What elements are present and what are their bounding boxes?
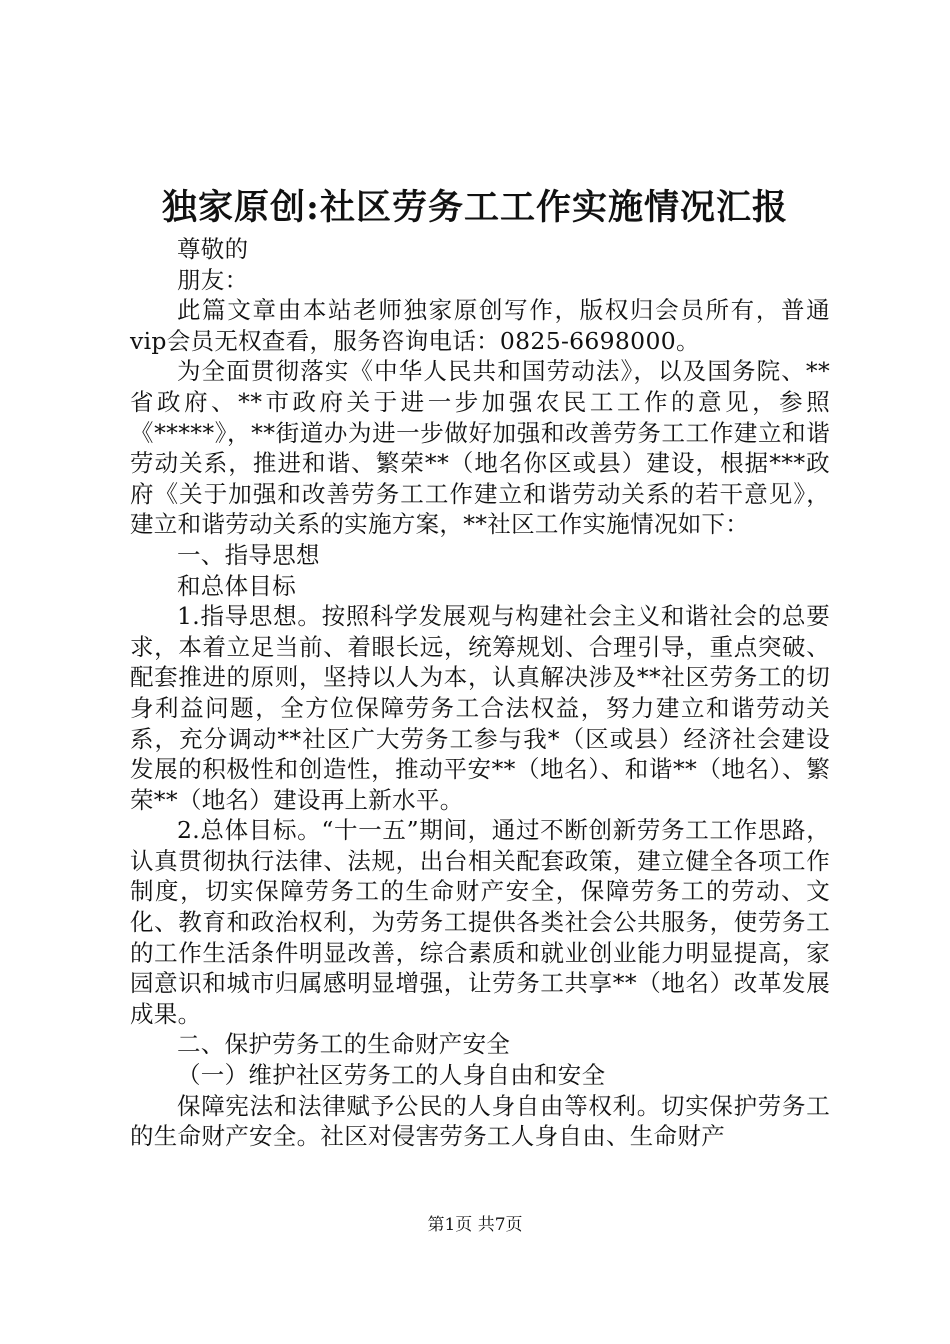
document-body [130, 234, 830, 1152]
salutation-line-2: 朋友： [177, 265, 249, 294]
salutation-line-1: 尊敬的 [177, 235, 249, 263]
section-heading-1-continued: 和总体目标 [177, 571, 296, 600]
overall-goal-paragraph: 2.总体目标。“十一五”期间，通过不断创新劳务工工作思路，认真贯彻执行法律、法规，出台相关配套政策，建立健全各项工作制度，切实保障劳务工的生命财产安全，保障劳务工的劳动、文化、教育和政治权利，为劳务工提供各类社会公共服务，使劳务工的工作生活条件明显改善，综合素质和就业创业能力明显提高，家园意识和城市归属感明显增强，让劳务工共享**（地名）改革发展成果。 [130, 816, 830, 1028]
guiding-ideology-paragraph: 1.指导思想。按照科学发展观与构建社会主义和谐社会的总要求，本着立足当前、着眼长远，统筹规划、合理引导，重点突破、配套推进的原则，坚持以人为本，认真解决涉及**社区劳务工的切身利益问题，全方位保障劳务工合法权益，努力建立和谐劳动关系，充分调动**社区广大劳务工参与我*（区或县）经济社会建设发展的积极性和创造性，推动平安**（地名）、和谐**（地名）、繁荣**（地名）建设再上新水平。 [130, 602, 830, 814]
copyright-notice-paragraph: 此篇文章由本站老师独家原创写作，版权归会员所有，普通vip会员无权查看，服务咨询电话：0825-6698000。 [130, 296, 830, 355]
section-heading-2: 二、保护劳务工的生命财产安全 [177, 1030, 511, 1059]
protection-paragraph: 保障宪法和法律赋予公民的人身自由等权利。切实保护劳务工的生命财产安全。社区对侵害劳务工人身自由、生命财产 [130, 1091, 830, 1151]
subsection-heading-1: （一）维护社区劳务工的人身自由和安全 [177, 1061, 606, 1090]
page-number-footer: 第1页 共7页 [427, 1215, 523, 1235]
section-heading-1: 一、指导思想 [177, 540, 320, 569]
intro-paragraph: 为全面贯彻落实《中华人民共和国劳动法》，以及国务院、**省政府、**市政府关于进一步加强农民工工作的意见，参照《*****》，**街道办为进一步做好加强和改善劳务工工作建立和谐劳动关系，推进和谐、繁荣**（地名你区或县）建设，根据***政府《关于加强和改善劳务工工作建立和谐劳动关系的若干意见》，建立和谐劳动关系的实施方案，**社区工作实施情况如下： [130, 357, 830, 539]
document-title: 独家原创:社区劳务工工作实施情况汇报 [162, 187, 788, 228]
